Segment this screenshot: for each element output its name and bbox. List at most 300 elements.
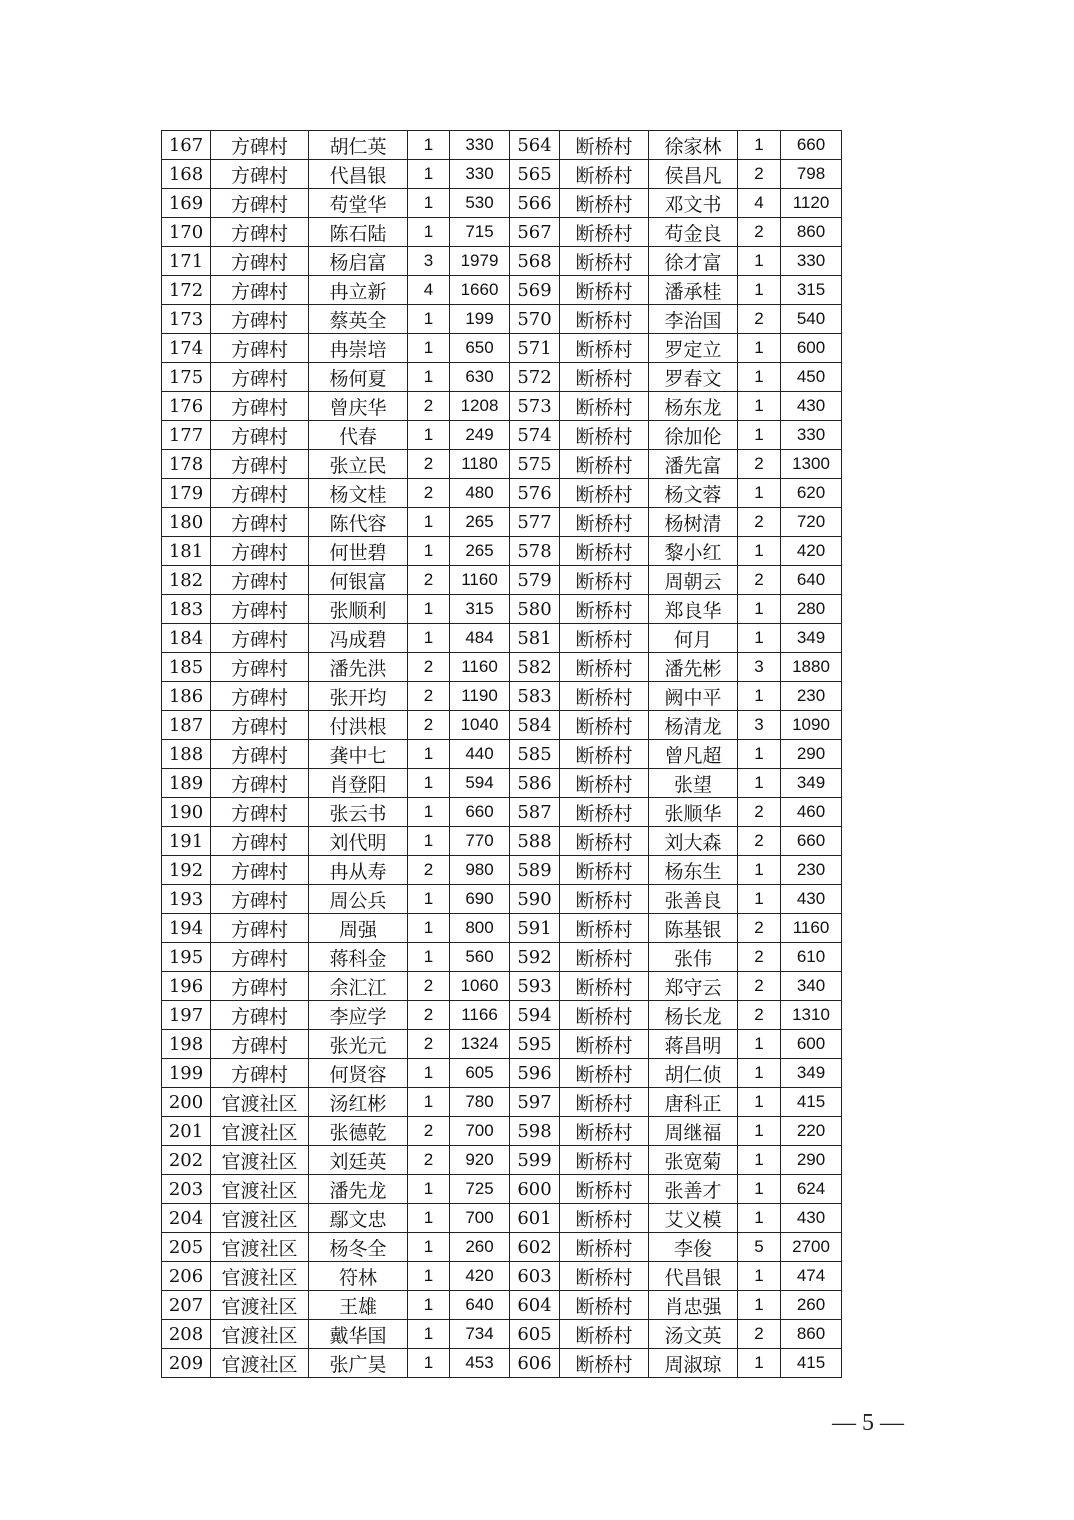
name-right-cell: 刘大森	[649, 827, 738, 856]
village-left-cell: 方碑村	[211, 769, 309, 798]
serial-no-left-cell: 184	[162, 624, 211, 653]
name-left-cell: 刘廷英	[309, 1146, 408, 1175]
household-size-right-cell: 2	[738, 827, 781, 856]
household-size-left-cell: 1	[408, 1204, 450, 1233]
name-right-cell: 周淑琼	[649, 1349, 738, 1378]
table-row	[162, 1030, 842, 1059]
amount-left-cell: 980	[450, 856, 510, 885]
table-row	[162, 1262, 842, 1291]
household-size-right-cell: 1	[738, 1117, 781, 1146]
name-left-cell: 陈代容	[309, 508, 408, 537]
serial-no-right-cell: 599	[510, 1146, 560, 1175]
serial-no-right-cell: 579	[510, 566, 560, 595]
name-right-cell: 罗定立	[649, 334, 738, 363]
name-right-cell: 艾义模	[649, 1204, 738, 1233]
serial-no-right-cell: 568	[510, 247, 560, 276]
amount-right-cell: 430	[781, 885, 842, 914]
amount-right-cell: 230	[781, 682, 842, 711]
amount-left-cell: 1180	[450, 450, 510, 479]
name-right-cell: 周朝云	[649, 566, 738, 595]
serial-no-right-cell: 601	[510, 1204, 560, 1233]
serial-no-right-cell: 575	[510, 450, 560, 479]
amount-left-cell: 1166	[450, 1001, 510, 1030]
table-row	[162, 827, 842, 856]
household-subsidy-table	[161, 130, 842, 1378]
household-size-left-cell: 2	[408, 972, 450, 1001]
household-size-right-cell: 3	[738, 653, 781, 682]
serial-no-left-cell: 207	[162, 1291, 211, 1320]
serial-no-right-cell: 590	[510, 885, 560, 914]
village-left-cell: 官渡社区	[211, 1262, 309, 1291]
name-left-cell: 符林	[309, 1262, 408, 1291]
amount-left-cell: 330	[450, 131, 510, 160]
name-left-cell: 何贤容	[309, 1059, 408, 1088]
name-left-cell: 张广昊	[309, 1349, 408, 1378]
name-right-cell: 周继福	[649, 1117, 738, 1146]
village-right-cell: 断桥村	[560, 1233, 649, 1262]
household-size-right-cell: 2	[738, 972, 781, 1001]
name-left-cell: 王雄	[309, 1291, 408, 1320]
household-size-right-cell: 1	[738, 595, 781, 624]
household-size-left-cell: 1	[408, 624, 450, 653]
serial-no-left-cell: 188	[162, 740, 211, 769]
serial-no-left-cell: 197	[162, 1001, 211, 1030]
household-size-left-cell: 1	[408, 1262, 450, 1291]
serial-no-right-cell: 570	[510, 305, 560, 334]
household-size-right-cell: 4	[738, 189, 781, 218]
household-size-right-cell: 1	[738, 1175, 781, 1204]
household-size-left-cell: 1	[408, 305, 450, 334]
name-left-cell: 周强	[309, 914, 408, 943]
household-size-right-cell: 1	[738, 1059, 781, 1088]
serial-no-left-cell: 189	[162, 769, 211, 798]
village-right-cell: 断桥村	[560, 624, 649, 653]
household-size-left-cell: 1	[408, 798, 450, 827]
village-left-cell: 方碑村	[211, 653, 309, 682]
name-right-cell: 陈基银	[649, 914, 738, 943]
serial-no-right-cell: 566	[510, 189, 560, 218]
village-left-cell: 方碑村	[211, 856, 309, 885]
household-size-right-cell: 5	[738, 1233, 781, 1262]
serial-no-left-cell: 177	[162, 421, 211, 450]
household-size-left-cell: 1	[408, 740, 450, 769]
amount-left-cell: 1160	[450, 566, 510, 595]
table-row	[162, 1320, 842, 1349]
household-size-left-cell: 2	[408, 392, 450, 421]
serial-no-left-cell: 172	[162, 276, 211, 305]
serial-no-left-cell: 195	[162, 943, 211, 972]
village-right-cell: 断桥村	[560, 218, 649, 247]
serial-no-right-cell: 604	[510, 1291, 560, 1320]
village-left-cell: 方碑村	[211, 1030, 309, 1059]
village-left-cell: 方碑村	[211, 189, 309, 218]
serial-no-left-cell: 190	[162, 798, 211, 827]
amount-left-cell: 560	[450, 943, 510, 972]
household-size-left-cell: 1	[408, 1349, 450, 1378]
serial-no-left-cell: 196	[162, 972, 211, 1001]
name-right-cell: 杨长龙	[649, 1001, 738, 1030]
serial-no-left-cell: 204	[162, 1204, 211, 1233]
household-size-right-cell: 2	[738, 305, 781, 334]
village-left-cell: 方碑村	[211, 711, 309, 740]
name-left-cell: 张顺利	[309, 595, 408, 624]
amount-left-cell: 480	[450, 479, 510, 508]
name-left-cell: 何世碧	[309, 537, 408, 566]
village-left-cell: 方碑村	[211, 682, 309, 711]
serial-no-left-cell: 179	[162, 479, 211, 508]
serial-no-left-cell: 176	[162, 392, 211, 421]
table-row	[162, 305, 842, 334]
table-row	[162, 798, 842, 827]
village-left-cell: 方碑村	[211, 479, 309, 508]
name-right-cell: 邓文书	[649, 189, 738, 218]
village-right-cell: 断桥村	[560, 682, 649, 711]
village-left-cell: 官渡社区	[211, 1204, 309, 1233]
name-left-cell: 鄢文忠	[309, 1204, 408, 1233]
household-size-right-cell: 1	[738, 1088, 781, 1117]
household-size-right-cell: 3	[738, 711, 781, 740]
amount-right-cell: 420	[781, 537, 842, 566]
name-left-cell: 何银富	[309, 566, 408, 595]
serial-no-left-cell: 180	[162, 508, 211, 537]
table-row	[162, 914, 842, 943]
serial-no-right-cell: 576	[510, 479, 560, 508]
table-row	[162, 943, 842, 972]
name-left-cell: 张云书	[309, 798, 408, 827]
village-right-cell: 断桥村	[560, 1059, 649, 1088]
village-right-cell: 断桥村	[560, 450, 649, 479]
table-row	[162, 392, 842, 421]
household-size-left-cell: 1	[408, 508, 450, 537]
village-right-cell: 断桥村	[560, 1088, 649, 1117]
household-size-left-cell: 2	[408, 1117, 450, 1146]
village-right-cell: 断桥村	[560, 1320, 649, 1349]
household-size-right-cell: 1	[738, 1204, 781, 1233]
serial-no-left-cell: 171	[162, 247, 211, 276]
serial-no-left-cell: 183	[162, 595, 211, 624]
household-size-right-cell: 1	[738, 740, 781, 769]
name-left-cell: 陈石陆	[309, 218, 408, 247]
village-right-cell: 断桥村	[560, 1175, 649, 1204]
village-left-cell: 方碑村	[211, 160, 309, 189]
village-right-cell: 断桥村	[560, 537, 649, 566]
village-left-cell: 方碑村	[211, 972, 309, 1001]
household-size-right-cell: 1	[738, 537, 781, 566]
serial-no-right-cell: 594	[510, 1001, 560, 1030]
village-right-cell: 断桥村	[560, 1117, 649, 1146]
serial-no-left-cell: 170	[162, 218, 211, 247]
serial-no-right-cell: 595	[510, 1030, 560, 1059]
table-row	[162, 972, 842, 1001]
amount-right-cell: 460	[781, 798, 842, 827]
amount-right-cell: 450	[781, 363, 842, 392]
village-right-cell: 断桥村	[560, 566, 649, 595]
household-size-right-cell: 2	[738, 914, 781, 943]
household-size-left-cell: 4	[408, 276, 450, 305]
household-size-right-cell: 1	[738, 363, 781, 392]
village-right-cell: 断桥村	[560, 1349, 649, 1378]
household-size-right-cell: 1	[738, 1291, 781, 1320]
amount-right-cell: 1880	[781, 653, 842, 682]
serial-no-left-cell: 168	[162, 160, 211, 189]
table-row	[162, 682, 842, 711]
household-size-right-cell: 1	[738, 421, 781, 450]
serial-no-right-cell: 571	[510, 334, 560, 363]
table-row	[162, 1001, 842, 1030]
table-row	[162, 189, 842, 218]
amount-right-cell: 860	[781, 1320, 842, 1349]
household-size-left-cell: 2	[408, 1030, 450, 1059]
table-row	[162, 334, 842, 363]
name-left-cell: 龚中七	[309, 740, 408, 769]
household-size-right-cell: 2	[738, 450, 781, 479]
serial-no-right-cell: 580	[510, 595, 560, 624]
amount-right-cell: 315	[781, 276, 842, 305]
name-left-cell: 周公兵	[309, 885, 408, 914]
amount-right-cell: 1310	[781, 1001, 842, 1030]
name-right-cell: 阙中平	[649, 682, 738, 711]
serial-no-left-cell: 178	[162, 450, 211, 479]
name-right-cell: 张善良	[649, 885, 738, 914]
village-right-cell: 断桥村	[560, 885, 649, 914]
table-row	[162, 1291, 842, 1320]
amount-right-cell: 430	[781, 392, 842, 421]
amount-right-cell: 1090	[781, 711, 842, 740]
name-left-cell: 张光元	[309, 1030, 408, 1059]
household-size-left-cell: 1	[408, 1059, 450, 1088]
table-row	[162, 160, 842, 189]
name-left-cell: 杨何夏	[309, 363, 408, 392]
name-left-cell: 冉崇培	[309, 334, 408, 363]
table-row	[162, 1088, 842, 1117]
amount-left-cell: 315	[450, 595, 510, 624]
village-right-cell: 断桥村	[560, 160, 649, 189]
village-right-cell: 断桥村	[560, 914, 649, 943]
household-size-left-cell: 1	[408, 334, 450, 363]
amount-right-cell: 349	[781, 1059, 842, 1088]
name-right-cell: 李俊	[649, 1233, 738, 1262]
amount-left-cell: 650	[450, 334, 510, 363]
village-left-cell: 方碑村	[211, 624, 309, 653]
table-row	[162, 537, 842, 566]
household-size-left-cell: 1	[408, 537, 450, 566]
table-row	[162, 624, 842, 653]
serial-no-right-cell: 586	[510, 769, 560, 798]
amount-left-cell: 249	[450, 421, 510, 450]
amount-left-cell: 605	[450, 1059, 510, 1088]
amount-right-cell: 640	[781, 566, 842, 595]
serial-no-left-cell: 206	[162, 1262, 211, 1291]
page-number: — 5 —	[832, 1410, 904, 1436]
name-right-cell: 张伟	[649, 943, 738, 972]
household-size-left-cell: 1	[408, 769, 450, 798]
household-size-right-cell: 2	[738, 160, 781, 189]
household-size-left-cell: 2	[408, 450, 450, 479]
name-right-cell: 徐加伦	[649, 421, 738, 450]
serial-no-left-cell: 191	[162, 827, 211, 856]
name-left-cell: 戴华国	[309, 1320, 408, 1349]
serial-no-right-cell: 605	[510, 1320, 560, 1349]
name-right-cell: 徐才富	[649, 247, 738, 276]
household-size-right-cell: 2	[738, 1320, 781, 1349]
village-left-cell: 官渡社区	[211, 1146, 309, 1175]
household-size-left-cell: 1	[408, 421, 450, 450]
name-right-cell: 潘承桂	[649, 276, 738, 305]
amount-left-cell: 1660	[450, 276, 510, 305]
village-left-cell: 方碑村	[211, 276, 309, 305]
name-left-cell: 代昌银	[309, 160, 408, 189]
serial-no-right-cell: 606	[510, 1349, 560, 1378]
village-left-cell: 官渡社区	[211, 1291, 309, 1320]
village-left-cell: 方碑村	[211, 914, 309, 943]
amount-left-cell: 725	[450, 1175, 510, 1204]
village-right-cell: 断桥村	[560, 508, 649, 537]
serial-no-right-cell: 589	[510, 856, 560, 885]
table-row	[162, 1117, 842, 1146]
serial-no-left-cell: 182	[162, 566, 211, 595]
amount-right-cell: 280	[781, 595, 842, 624]
table-row	[162, 450, 842, 479]
amount-right-cell: 349	[781, 624, 842, 653]
amount-right-cell: 230	[781, 856, 842, 885]
serial-no-left-cell: 186	[162, 682, 211, 711]
village-right-cell: 断桥村	[560, 247, 649, 276]
amount-left-cell: 715	[450, 218, 510, 247]
name-right-cell: 侯昌凡	[649, 160, 738, 189]
village-right-cell: 断桥村	[560, 276, 649, 305]
serial-no-right-cell: 583	[510, 682, 560, 711]
household-size-right-cell: 1	[738, 1262, 781, 1291]
table-row	[162, 566, 842, 595]
name-right-cell: 杨东生	[649, 856, 738, 885]
household-size-left-cell: 2	[408, 1146, 450, 1175]
amount-right-cell: 720	[781, 508, 842, 537]
amount-right-cell: 349	[781, 769, 842, 798]
table-row	[162, 276, 842, 305]
serial-no-left-cell: 175	[162, 363, 211, 392]
serial-no-right-cell: 588	[510, 827, 560, 856]
village-left-cell: 方碑村	[211, 450, 309, 479]
amount-left-cell: 700	[450, 1204, 510, 1233]
name-right-cell: 郑良华	[649, 595, 738, 624]
serial-no-right-cell: 581	[510, 624, 560, 653]
village-right-cell: 断桥村	[560, 856, 649, 885]
serial-no-left-cell: 199	[162, 1059, 211, 1088]
name-left-cell: 肖登阳	[309, 769, 408, 798]
village-right-cell: 断桥村	[560, 131, 649, 160]
amount-left-cell: 920	[450, 1146, 510, 1175]
village-right-cell: 断桥村	[560, 1030, 649, 1059]
village-left-cell: 方碑村	[211, 740, 309, 769]
household-size-left-cell: 1	[408, 1175, 450, 1204]
name-left-cell: 杨冬全	[309, 1233, 408, 1262]
amount-right-cell: 290	[781, 1146, 842, 1175]
household-size-left-cell: 1	[408, 914, 450, 943]
table-row	[162, 1233, 842, 1262]
household-size-left-cell: 2	[408, 479, 450, 508]
serial-no-left-cell: 200	[162, 1088, 211, 1117]
household-size-right-cell: 1	[738, 1349, 781, 1378]
amount-right-cell: 540	[781, 305, 842, 334]
amount-right-cell: 610	[781, 943, 842, 972]
village-left-cell: 方碑村	[211, 305, 309, 334]
name-left-cell: 胡仁英	[309, 131, 408, 160]
amount-right-cell: 624	[781, 1175, 842, 1204]
household-size-right-cell: 2	[738, 218, 781, 247]
village-left-cell: 官渡社区	[211, 1320, 309, 1349]
serial-no-left-cell: 203	[162, 1175, 211, 1204]
amount-left-cell: 800	[450, 914, 510, 943]
village-left-cell: 方碑村	[211, 421, 309, 450]
village-right-cell: 断桥村	[560, 1001, 649, 1030]
household-size-left-cell: 1	[408, 1233, 450, 1262]
table-row	[162, 1175, 842, 1204]
village-left-cell: 方碑村	[211, 566, 309, 595]
household-size-right-cell: 1	[738, 276, 781, 305]
serial-no-left-cell: 187	[162, 711, 211, 740]
amount-left-cell: 260	[450, 1233, 510, 1262]
serial-no-right-cell: 602	[510, 1233, 560, 1262]
household-size-left-cell: 2	[408, 653, 450, 682]
amount-right-cell: 660	[781, 827, 842, 856]
serial-no-right-cell: 584	[510, 711, 560, 740]
amount-left-cell: 690	[450, 885, 510, 914]
amount-left-cell: 1040	[450, 711, 510, 740]
name-left-cell: 冯成碧	[309, 624, 408, 653]
name-left-cell: 余汇江	[309, 972, 408, 1001]
amount-left-cell: 700	[450, 1117, 510, 1146]
household-size-right-cell: 1	[738, 856, 781, 885]
serial-no-left-cell: 192	[162, 856, 211, 885]
household-size-left-cell: 2	[408, 856, 450, 885]
name-left-cell: 潘先洪	[309, 653, 408, 682]
name-right-cell: 杨清龙	[649, 711, 738, 740]
name-left-cell: 冉立新	[309, 276, 408, 305]
village-right-cell: 断桥村	[560, 363, 649, 392]
serial-no-left-cell: 181	[162, 537, 211, 566]
household-size-right-cell: 1	[738, 624, 781, 653]
village-right-cell: 断桥村	[560, 189, 649, 218]
village-right-cell: 断桥村	[560, 711, 649, 740]
serial-no-right-cell: 597	[510, 1088, 560, 1117]
household-size-left-cell: 3	[408, 247, 450, 276]
serial-no-right-cell: 603	[510, 1262, 560, 1291]
household-size-right-cell: 1	[738, 479, 781, 508]
household-size-left-cell: 2	[408, 711, 450, 740]
amount-right-cell: 620	[781, 479, 842, 508]
name-right-cell: 黎小红	[649, 537, 738, 566]
name-left-cell: 李应学	[309, 1001, 408, 1030]
amount-left-cell: 1208	[450, 392, 510, 421]
household-size-left-cell: 1	[408, 943, 450, 972]
serial-no-left-cell: 185	[162, 653, 211, 682]
table-row	[162, 885, 842, 914]
household-size-right-cell: 1	[738, 247, 781, 276]
village-left-cell: 方碑村	[211, 508, 309, 537]
serial-no-right-cell: 574	[510, 421, 560, 450]
village-left-cell: 方碑村	[211, 218, 309, 247]
table-row	[162, 363, 842, 392]
village-left-cell: 方碑村	[211, 247, 309, 276]
serial-no-left-cell: 173	[162, 305, 211, 334]
village-left-cell: 方碑村	[211, 595, 309, 624]
village-right-cell: 断桥村	[560, 595, 649, 624]
table-row	[162, 1146, 842, 1175]
amount-right-cell: 415	[781, 1349, 842, 1378]
amount-left-cell: 630	[450, 363, 510, 392]
village-left-cell: 方碑村	[211, 798, 309, 827]
household-size-left-cell: 1	[408, 189, 450, 218]
